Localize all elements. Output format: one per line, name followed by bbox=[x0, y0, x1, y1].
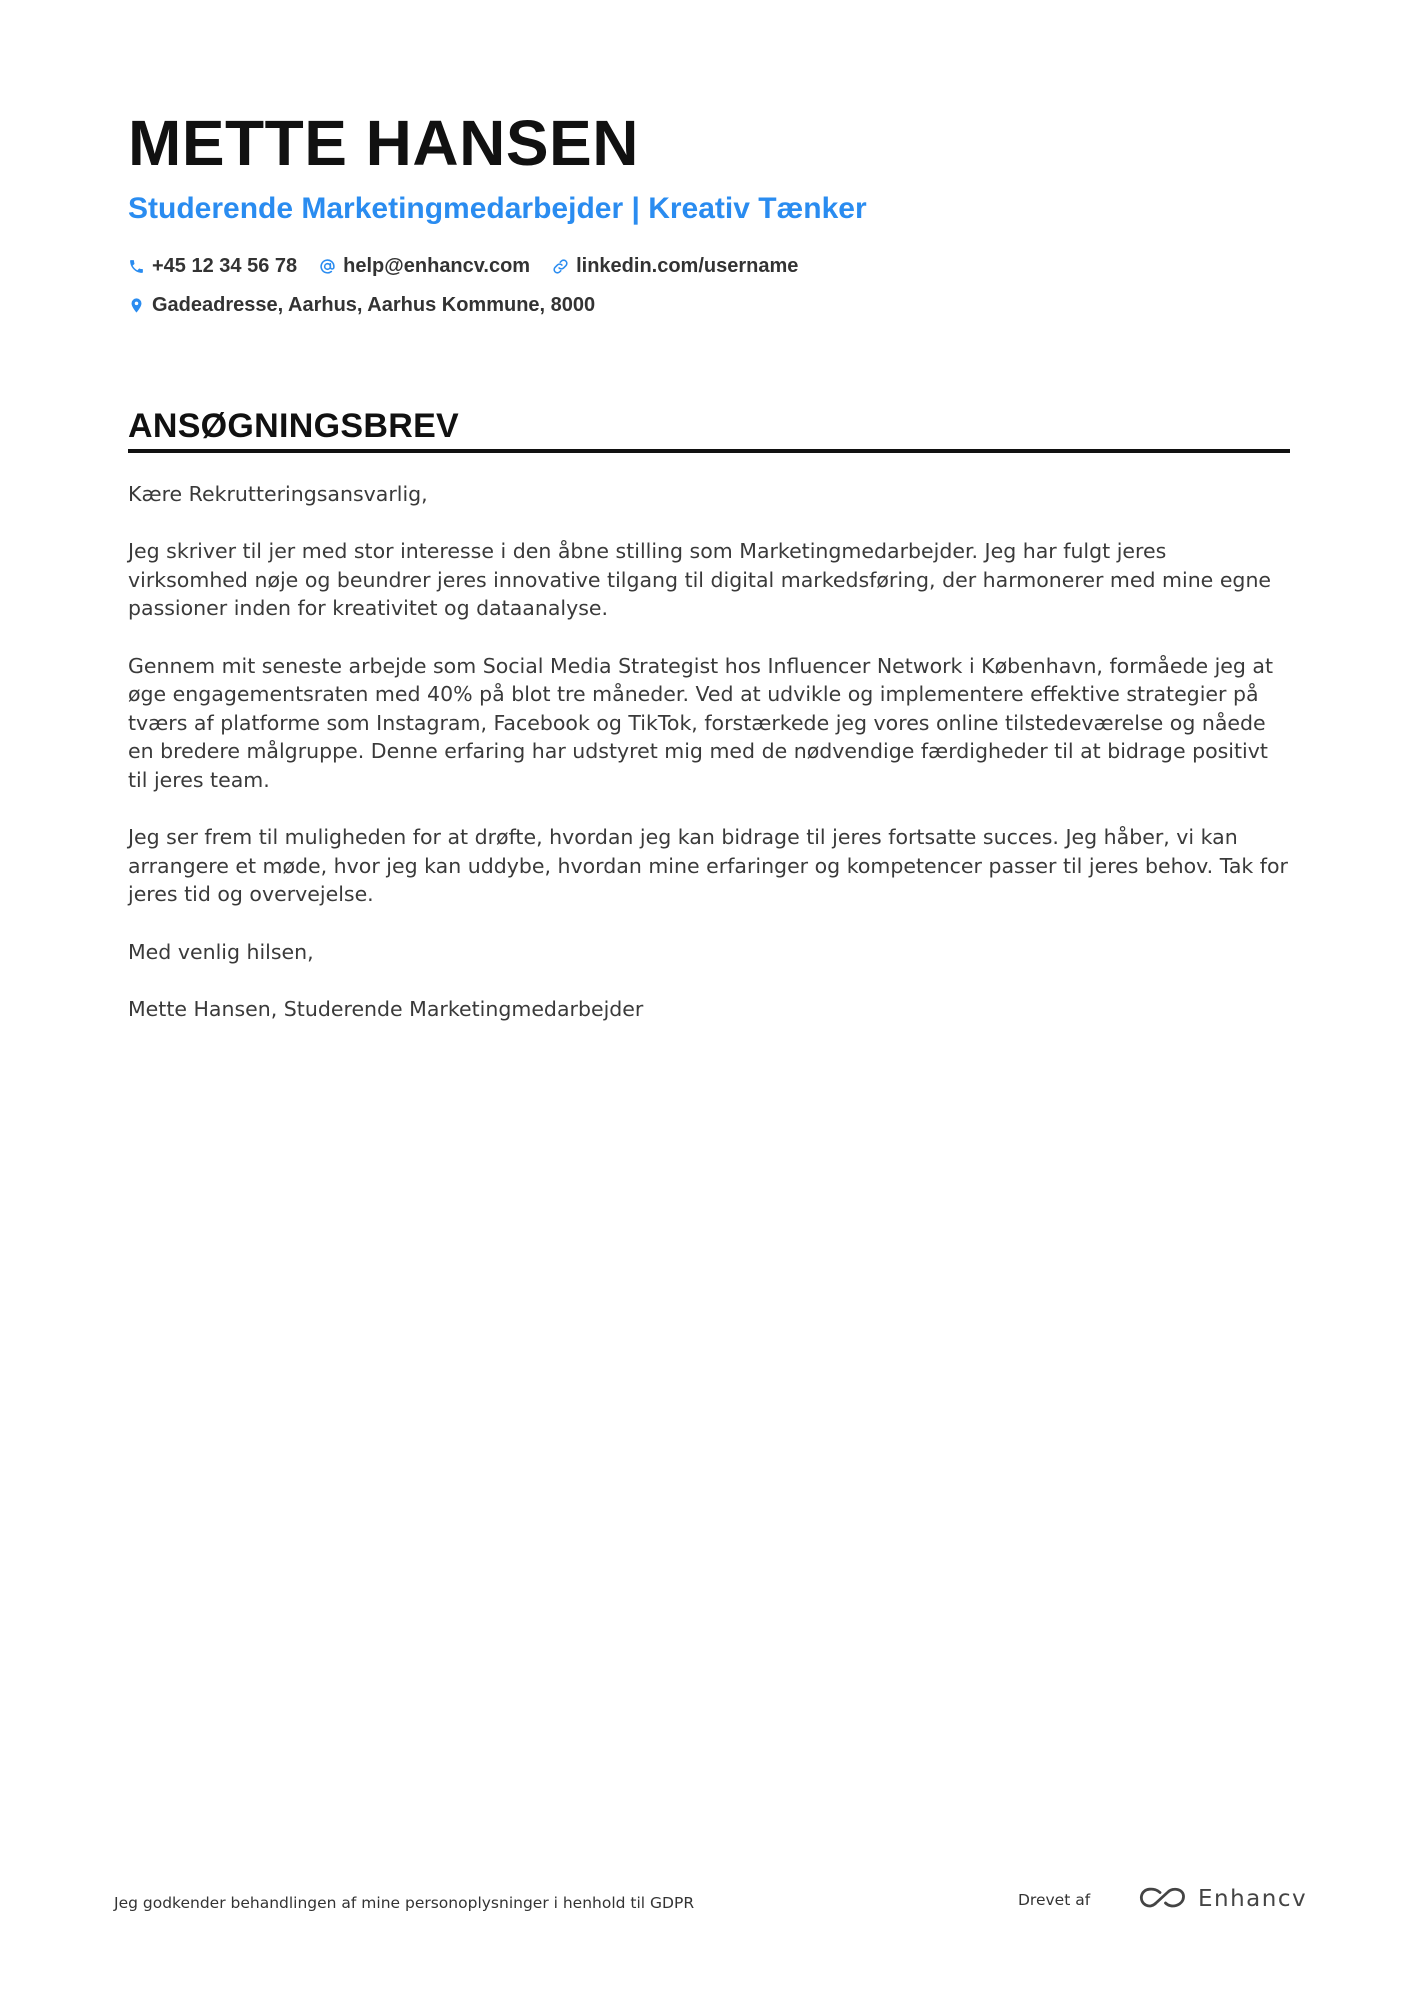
gdpr-consent-note: Jeg godkender behandlingen af mine personoplysninger i henhold til GDPR bbox=[114, 1894, 695, 1912]
phone-icon bbox=[128, 258, 145, 275]
candidate-name: METTE HANSEN bbox=[128, 107, 639, 179]
brand-name: Enhancv bbox=[1198, 1886, 1308, 1912]
section-divider bbox=[128, 449, 1290, 453]
powered-by-label: Drevet af bbox=[1018, 1891, 1091, 1909]
contact-email bbox=[319, 253, 530, 279]
brand-link[interactable] bbox=[1138, 1886, 1307, 1912]
letter-paragraph: Gennem mit seneste arbejde som Social Media Strategist hos Influencer Network i København, formåede jeg at øge engagementsraten med 40% på blot tre måneder. Ved at udvikle og implementere effektive strategier på tværs af platforme som Instagram, Facebook og TikTok, forstærkede jeg vores online tilstedeværelse og nåede en bredere målgruppe. Denne erfaring har udstyret mig med de nødvendige færdigheder til at bidrage positivt til jeres team. bbox=[128, 653, 1274, 792]
contact-phone bbox=[128, 253, 297, 279]
letter-closing: Med venlig hilsen, bbox=[128, 939, 314, 964]
linkedin-url[interactable]: linkedin.com/username bbox=[576, 255, 799, 277]
letter-greeting: Kære Rekrutteringsansvarlig, bbox=[128, 482, 428, 506]
location-pin-icon bbox=[128, 297, 145, 314]
section-title: ANSØGNINGSBREV bbox=[128, 407, 460, 445]
postal-address: Gadeadresse, Aarhus, Aarhus Kommune, 8000 bbox=[152, 294, 596, 316]
phone-number: +45 12 34 56 78 bbox=[152, 255, 298, 277]
email-address[interactable]: help@enhancv.com bbox=[343, 255, 531, 277]
link-icon bbox=[552, 258, 569, 275]
letter-body bbox=[128, 480, 1290, 1052]
contact-linkedin bbox=[552, 253, 798, 279]
contact-address bbox=[128, 292, 595, 318]
letter-signature: Mette Hansen, Studerende Marketingmedarbejder bbox=[128, 996, 644, 1021]
letter-paragraph: Jeg ser frem til muligheden for at drøfte, hvordan jeg kan bidrage til jeres fortsatte succes. Jeg håber, vi kan arrangere et møde, hvor jeg kan uddybe, hvordan mine erfaringer og kompetencer passer til jeres behov. Tak for jeres tid og overvejelse. bbox=[128, 825, 1288, 907]
at-sign-icon bbox=[319, 258, 336, 275]
contact-row-primary bbox=[128, 253, 798, 279]
enhancv-logo-icon bbox=[1138, 1886, 1186, 1912]
contact-row-secondary bbox=[128, 292, 595, 318]
candidate-title: Studerende Marketingmedarbejder | Kreativ Tænker bbox=[128, 192, 867, 225]
letter-paragraph: Jeg skriver til jer med stor interesse i den åbne stilling som Marketingmedarbejder. Jeg har fulgt jeres virksomhed nøje og beundrer jeres innovative tilgang til digital markedsføring, der harmonerer med mine egne passioner inden for kreativitet og dataanalyse. bbox=[128, 539, 1272, 621]
